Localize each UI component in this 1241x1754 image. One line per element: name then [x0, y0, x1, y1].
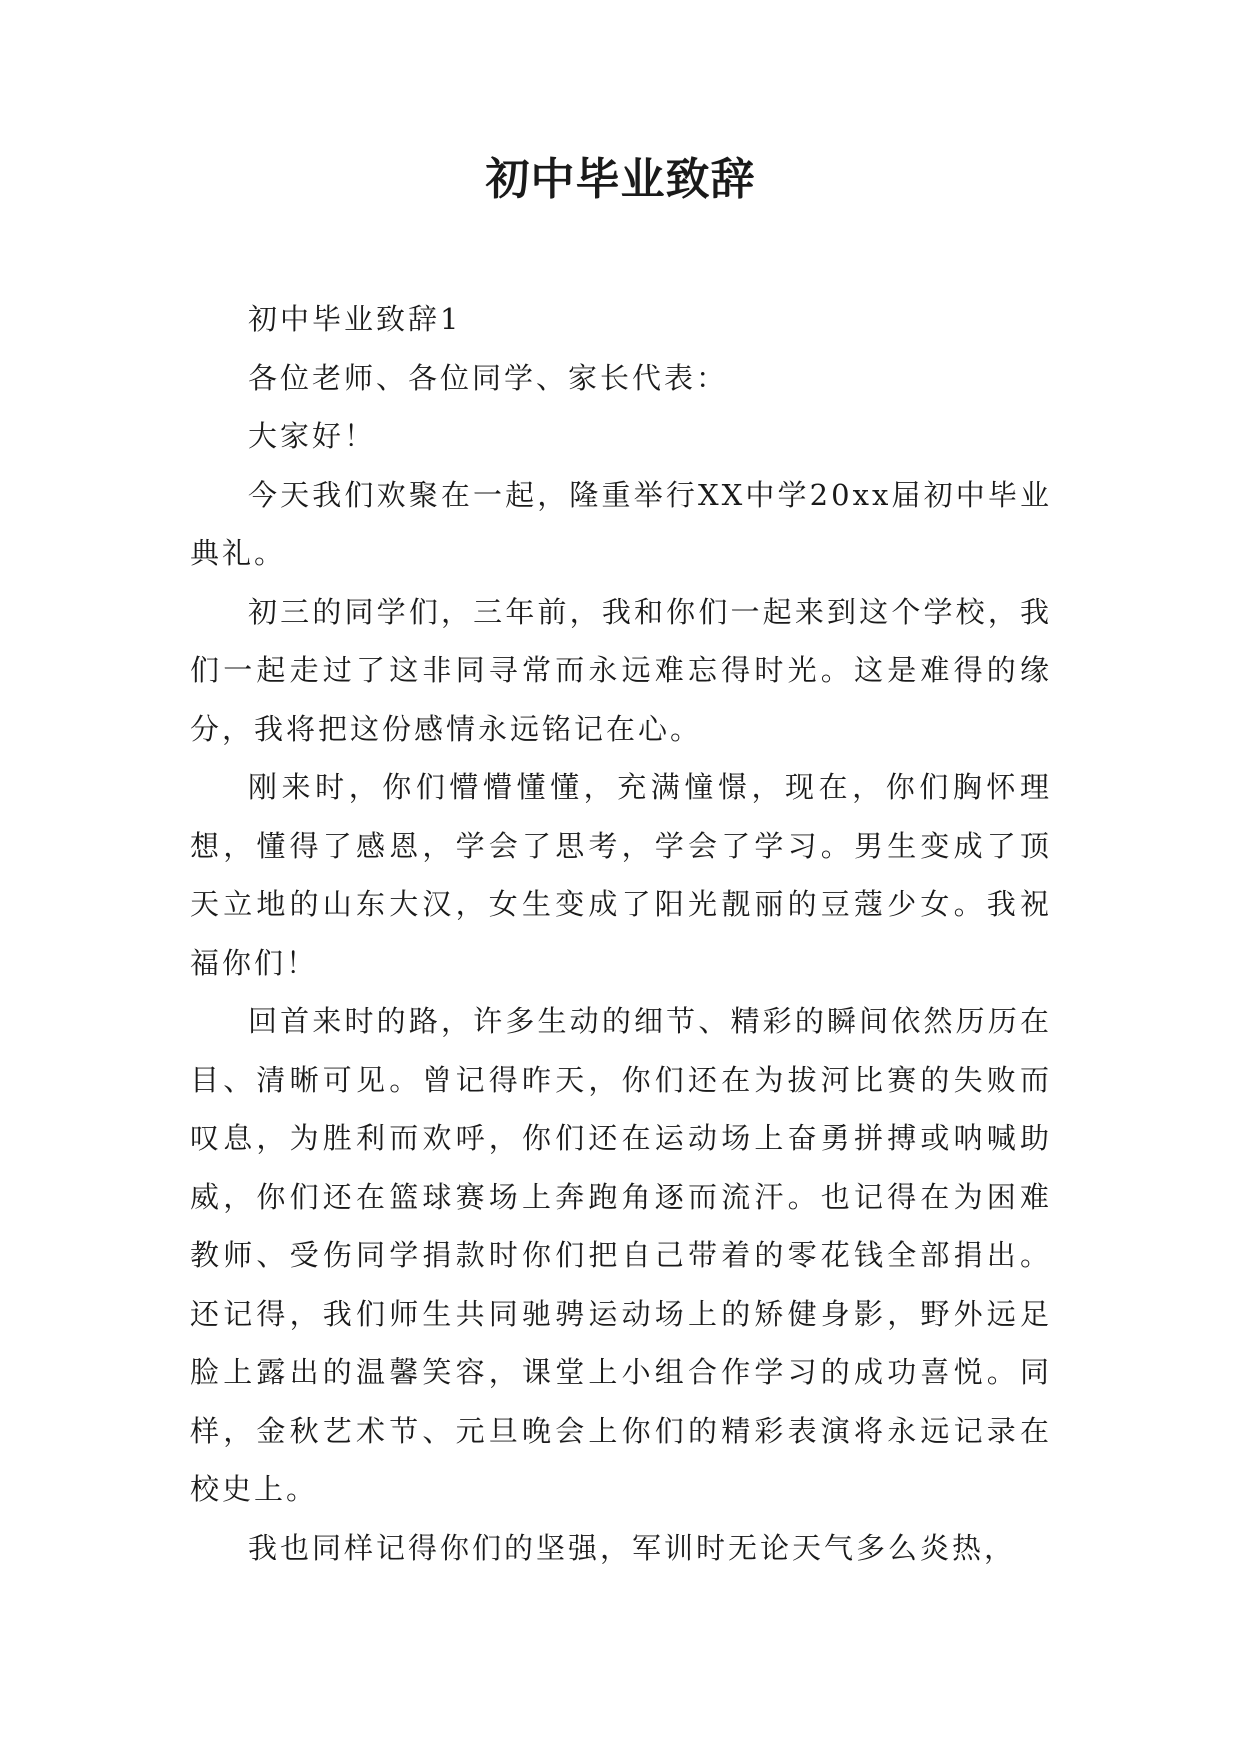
paragraph-salutation: 各位老师、各位同学、家长代表： [248, 360, 729, 395]
paragraph: 初三的同学们，三年前，我和你们一起来到这个学校，我们一起走过了这非同寻常而永远难忘得时光。这是难得的缘分，我将把这份感情永远铭记在心。 [190, 594, 1052, 746]
paragraph: 我也同样记得你们的坚强，军训时无论天气多么炎热， [248, 1530, 1017, 1565]
document-body [190, 290, 1052, 1577]
paragraph: 刚来时，你们懵懵懂懂，充满憧憬，现在，你们胸怀理想，懂得了感恩，学会了思考，学会了学习。男生变成了顶天立地的山东大汉，女生变成了阳光靓丽的豆蔻少女。我祝福你们！ [190, 770, 1052, 980]
document-title: 初中毕业致辞 [485, 154, 756, 205]
paragraph-greeting: 大家好！ [248, 419, 377, 453]
paragraph: 今天我们欢聚在一起，隆重举行XX中学20xx届初中毕业典礼。 [190, 477, 1052, 570]
paragraph-heading: 初中毕业致辞1 [248, 302, 462, 336]
paragraph: 回首来时的路，许多生动的细节、精彩的瞬间依然历历在目、清晰可见。曾记得昨天，你们还在为拔河比赛的失败而叹息，为胜利而欢呼，你们还在运动场上奋勇拼搏或呐喊助威，你们还在篮球赛场上奔跑角逐而流汗。也记得在为困难教师、受伤同学捐款时你们把自己带着的零花钱全部捐出。还记得，我们师生共同驰骋运动场上的矫健身影，野外远足脸上露出的温馨笑容，课堂上小组合作学习的成功喜悦。同样，金秋艺术节、元旦晚会上你们的精彩表演将永远记录在校史上。 [190, 1004, 1052, 1506]
